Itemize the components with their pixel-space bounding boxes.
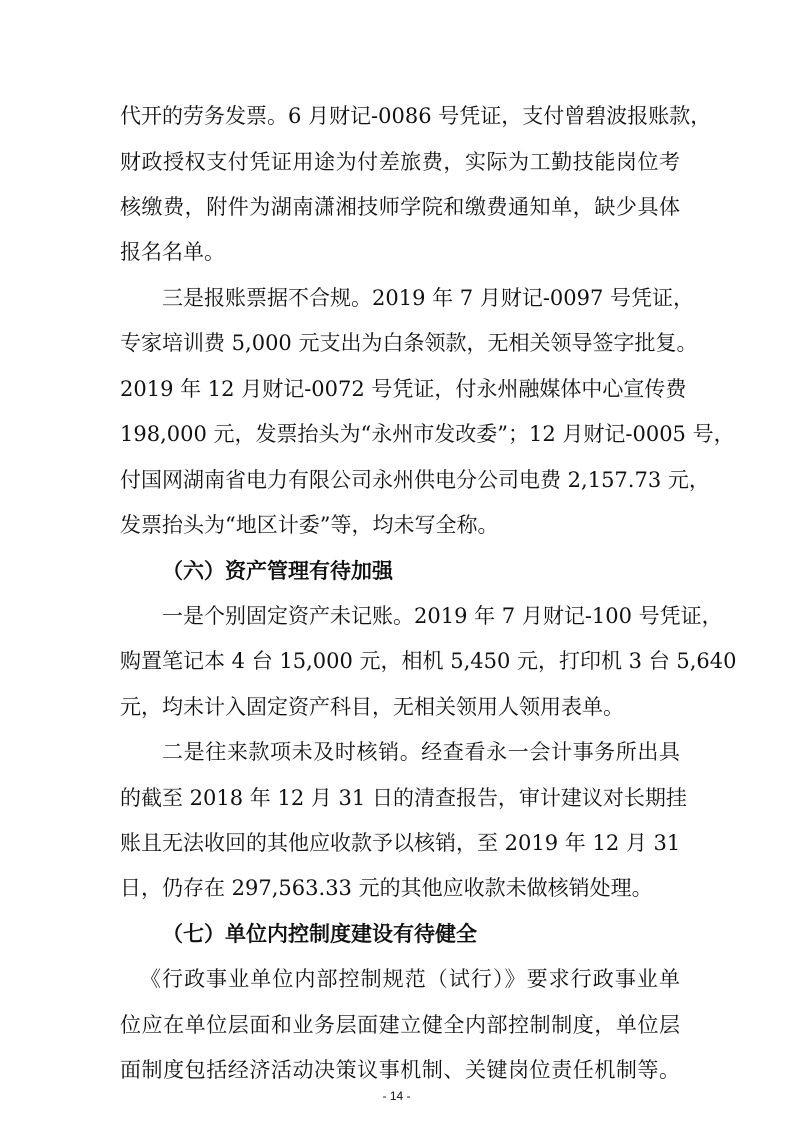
paragraph-line: 二是往来款项未及时核销。经查看永一会计事务所出具 xyxy=(162,740,680,764)
paragraph-line: 面制度包括经济活动决策议事机制、关键岗位责任机制等。 xyxy=(120,1058,680,1082)
paragraph-line: 发票抬头为“地区计委”等，均未写全称。 xyxy=(120,513,499,537)
section-heading: （七）单位内控制度建设有待健全 xyxy=(162,921,477,946)
paragraph-line: 代开的劳务发票。6 月财记-0086 号凭证，支付曾碧波报账款， xyxy=(120,104,712,128)
paragraph-line: 购置笔记本 4 台 15,000 元，相机 5,450 元，打印机 3 台 5,640 xyxy=(120,649,737,673)
paragraph-line: 位应在单位层面和业务层面建立健全内部控制制度，单位层 xyxy=(120,1013,680,1037)
paragraph-line: 一是个别固定资产未记账。2019 年 7 月财记-100 号凭证， xyxy=(162,604,723,628)
paragraph-line: 报名名单。 xyxy=(120,240,225,264)
paragraph-line: 2019 年 12 月财记-0072 号凭证，付永州融媒体中心宣传费 xyxy=(120,377,687,401)
paragraph-line: 《行政事业单位内部控制规范（试行）》要求行政事业单 xyxy=(140,967,680,991)
paragraph-line: 元，均未计入固定资产科目，无相关领用人领用表单。 xyxy=(120,695,624,719)
paragraph-line: 的截至 2018 年 12 月 31 日的清查报告，审计建议对长期挂 xyxy=(120,786,687,810)
paragraph-line: 198,000 元，发票抬头为“永州市发改委”；12 月财记-0005 号， xyxy=(120,422,735,446)
paragraph-line: 三是报账票据不合规。2019 年 7 月财记-0097 号凭证， xyxy=(162,286,695,310)
page-number: - 14 - xyxy=(382,1089,411,1103)
section-heading: （六）资产管理有待加强 xyxy=(162,558,393,583)
paragraph-line: 核缴费，附件为湖南潇湘技师学院和缴费通知单，缺少具体 xyxy=(120,195,680,219)
paragraph-line: 财政授权支付凭证用途为付差旅费，实际为工勤技能岗位考 xyxy=(120,150,680,174)
paragraph-line: 账且无法收回的其他应收款予以核销，至 2019 年 12 月 31 xyxy=(120,831,681,855)
paragraph-line: 专家培训费 5,000 元支出为白条领款，无相关领导签字批复。 xyxy=(120,331,698,355)
paragraph-line: 日，仍存在 297,563.33 元的其他应收款未做核销处理。 xyxy=(120,876,653,900)
paragraph-line: 付国网湖南省电力有限公司永州供电分公司电费 2,157.73 元， xyxy=(120,468,710,492)
